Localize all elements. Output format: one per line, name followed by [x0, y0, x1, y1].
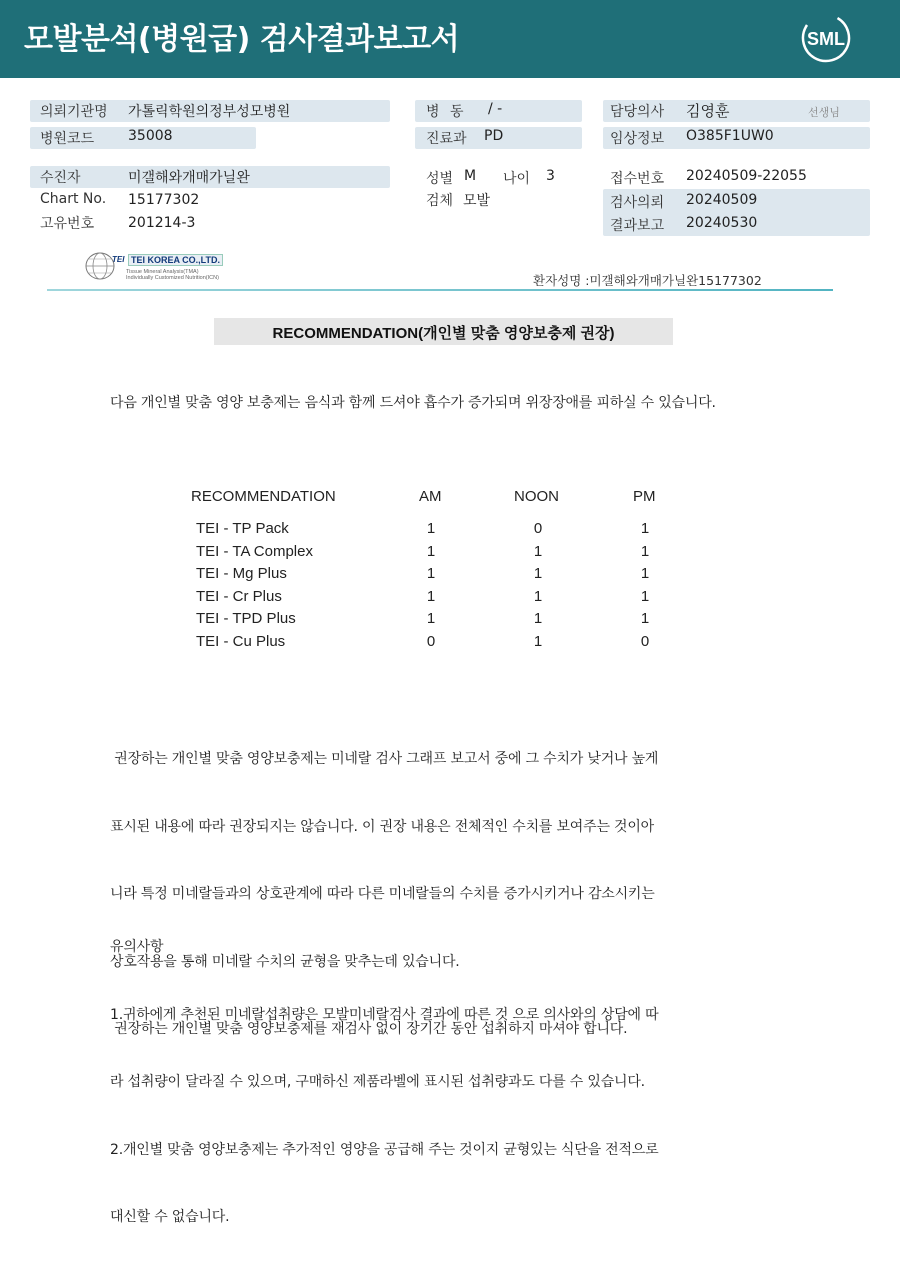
intro-paragraph: 다음 개인별 맞춤 영양 보충제는 음식과 함께 드셔야 흡수가 증가되며 위장장애를 피하실 수 있습니다. — [110, 395, 716, 411]
ward-value: / - — [488, 101, 503, 117]
request-value: 20240509 — [686, 192, 758, 208]
dose-am: 1 — [426, 565, 436, 582]
unique-label: 고유번호 — [40, 216, 95, 232]
report-label: 결과보고 — [610, 218, 665, 234]
clinical-label: 임상정보 — [610, 131, 665, 147]
dose-am: 1 — [426, 588, 436, 605]
sml-logo-icon — [800, 12, 852, 64]
dose-pm: 1 — [640, 520, 650, 537]
supplement-name: TEI - Mg Plus — [196, 565, 287, 582]
report-value: 20240530 — [686, 215, 758, 231]
company-name: TEI KOREA CO.,LTD. — [128, 254, 223, 266]
institution-value: 가톨릭학원의정부성모병원 — [128, 104, 291, 120]
dose-noon: 1 — [533, 543, 543, 560]
explanation-line: 니라 특정 미네랄들과의 상호관계에 따라 다른 미네랄들의 수치를 증가시키거나 감소시키는 — [110, 886, 655, 902]
doctor-label: 담당의사 — [610, 104, 665, 120]
dose-noon: 0 — [533, 520, 543, 537]
dose-noon: 1 — [533, 588, 543, 605]
table-header-pm: PM — [633, 488, 656, 505]
dose-am: 0 — [426, 633, 436, 650]
company-subtitle-line-2: Individually Customized Nutrition(ICN) — [126, 275, 219, 281]
dose-am: 1 — [426, 543, 436, 560]
clinical-value: O385F1UW0 — [686, 128, 774, 144]
dose-pm: 1 — [640, 610, 650, 627]
table-header-am: AM — [419, 488, 442, 505]
globe-icon — [84, 250, 126, 282]
patient-label: 수진자 — [40, 170, 81, 186]
report-title: 모발분석(병원급) 검사결과보고서 — [24, 22, 460, 57]
dose-noon: 1 — [533, 565, 543, 582]
notes-title: 유의사항 — [110, 939, 164, 955]
hospital-code-label: 병원코드 — [40, 131, 95, 147]
section-divider — [47, 289, 833, 291]
hospital-code-value: 35008 — [128, 128, 173, 144]
explanation-line: 권장하는 개인별 맞춤 영양보충제를 재검사 없이 장기간 동안 섭취하지 마셔야 합니다. — [110, 1021, 628, 1037]
company-subtitle — [126, 269, 219, 281]
institution-label: 의뢰기관명 — [40, 104, 108, 120]
doctor-suffix: 선생님 — [808, 106, 840, 119]
patient-value: 미갤해와개매가닐완 — [128, 170, 250, 186]
recommendation-title-box — [214, 318, 673, 345]
table-header-recommendation: RECOMMENDATION — [191, 488, 336, 505]
request-label: 검사의뢰 — [610, 195, 665, 211]
dose-pm: 1 — [640, 543, 650, 560]
supplement-name: TEI - Cr Plus — [196, 588, 282, 605]
report-header — [0, 0, 900, 78]
notes-section — [110, 891, 790, 1251]
company-subtitle-line-1: Tissue Mineral Analysis(TMA) — [126, 269, 199, 275]
dose-noon: 1 — [533, 610, 543, 627]
table-header-noon: NOON — [514, 488, 559, 505]
explanation-line: 표시된 내용에 따라 권장되지는 않습니다. 이 권장 내용은 전체적인 수치를 보여주는 것이아 — [110, 818, 654, 835]
chart-value: 15177302 — [128, 192, 200, 208]
receipt-value: 20240509-22055 — [686, 168, 807, 184]
dose-noon: 1 — [533, 633, 543, 650]
logo-text: SML — [807, 29, 845, 49]
supplement-name: TEI - TPD Plus — [196, 610, 296, 627]
sex-label: 성별 — [426, 171, 454, 187]
specimen-value: 모발 — [463, 193, 491, 209]
dose-am: 1 — [426, 610, 436, 627]
doctor-value: 김영훈 — [686, 102, 730, 120]
dose-pm: 1 — [640, 588, 650, 605]
explanation-line: 권장하는 개인별 맞춤 영양보충제는 미네랄 검사 그래프 보고서 중에 그 수치가 낮거나 높게 — [110, 751, 659, 767]
receipt-label: 접수번호 — [610, 171, 665, 187]
notes-line: 라 섭취량이 달라질 수 있으며, 구매하신 제품라벨에 표시된 섭취량과도 다를 수 있습니다. — [110, 1074, 645, 1090]
ward-label: 병 동 — [426, 104, 464, 120]
sex-value: M — [464, 168, 477, 184]
dose-pm: 1 — [640, 565, 650, 582]
dose-pm: 0 — [640, 633, 650, 650]
tei-company-logo — [84, 250, 224, 284]
specimen-label: 검체 — [426, 193, 454, 209]
notes-line: 대신할 수 없습니다. — [110, 1209, 230, 1225]
explanation-line: 상호작용을 통해 미네랄 수치의 균형을 맞추는데 있습니다. — [110, 953, 460, 970]
department-value: PD — [484, 128, 504, 144]
chart-label: Chart No. — [40, 191, 107, 207]
supplement-name: TEI - TA Complex — [196, 543, 313, 560]
notes-line: 2.개인별 맞춤 영양보충제는 추가적인 영양을 공급해 주는 것이지 균형있는 식단을 전적으로 — [110, 1141, 659, 1158]
supplement-name: TEI - Cu Plus — [196, 633, 286, 650]
supplement-name: TEI - TP Pack — [196, 520, 289, 537]
dose-am: 1 — [426, 520, 436, 537]
age-value: 3 — [546, 168, 555, 184]
svg-text:TEI: TEI — [112, 255, 125, 264]
unique-value: 201214-3 — [128, 215, 196, 231]
age-label: 나이 — [503, 171, 531, 187]
department-label: 진료과 — [426, 131, 467, 147]
recommendation-title: RECOMMENDATION(개인별 맞춤 영양보충제 권장) — [272, 325, 615, 342]
patient-name-line: 환자성명 :미갤해와개매가닐완15177302 — [533, 273, 762, 288]
notes-line: 1.귀하에게 추천된 미네랄섭취량은 모발미네랄검사 결과에 따른 것 으로 의사와의 상담에 따 — [110, 1006, 659, 1023]
